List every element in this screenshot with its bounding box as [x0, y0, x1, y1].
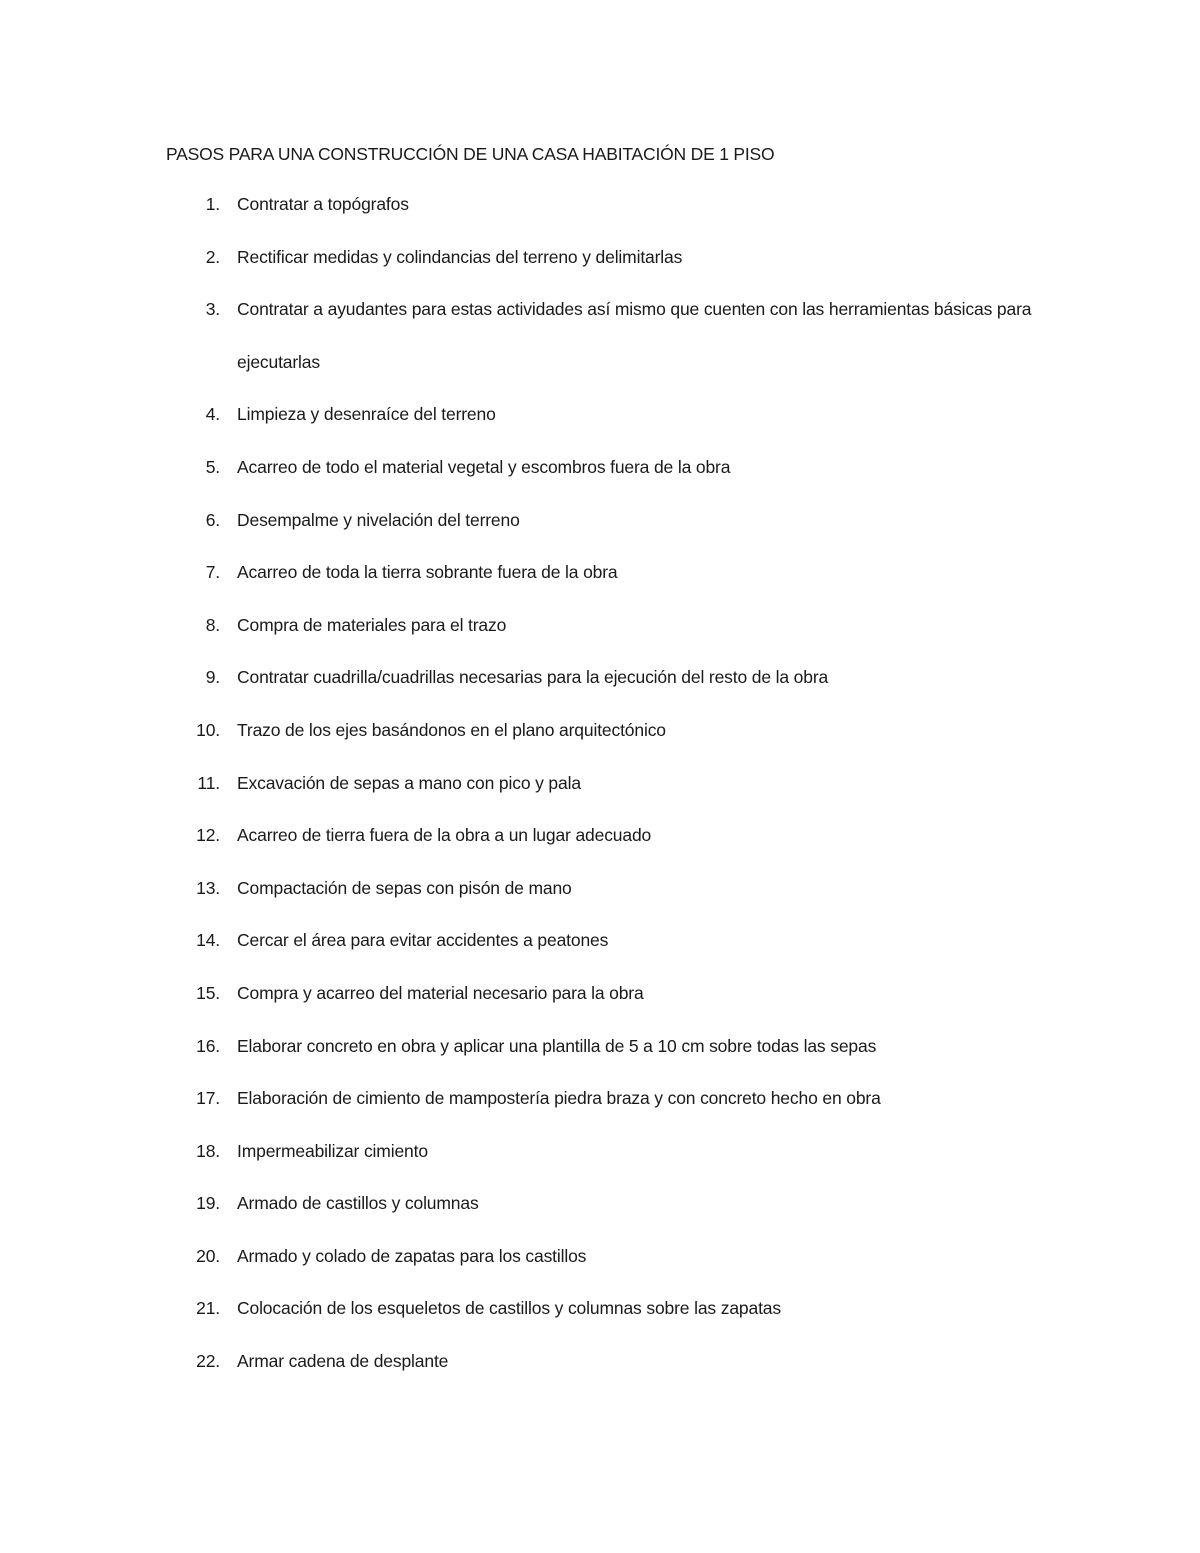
step-text: Armado y colado de zapatas para los castillos [237, 1245, 587, 1266]
step-text: Limpieza y desenraíce del terreno [237, 404, 496, 425]
step-text: Contratar a ayudantes para estas actividades así mismo que cuenten con las herramientas básicas para ejecutarlas [237, 299, 1032, 372]
step-text: Compra de materiales para el trazo [237, 614, 507, 635]
step-number: 3. [205, 299, 220, 320]
step-number: 1. [205, 194, 220, 214]
document-title: PASOS PARA UNA CONSTRUCCIÓN DE UNA CASA HABITACIÓN DE 1 PISO [166, 144, 775, 164]
step-number: 17. [196, 1088, 220, 1109]
step-number: 16. [196, 1035, 220, 1056]
step-number: 19. [196, 1193, 220, 1214]
step-number: 8. [205, 614, 220, 635]
step-text: Compactación de sepas con pisón de mano [237, 877, 572, 898]
step-text: Acarreo de tierra fuera de la obra a un lugar adecuado [237, 825, 652, 846]
step-number: 21. [196, 1298, 220, 1319]
step-number: 18. [196, 1140, 220, 1161]
step-text: Acarreo de todo el material vegetal y escombros fuera de la obra [237, 456, 731, 477]
step-text: Acarreo de toda la tierra sobrante fuera de la obra [237, 562, 618, 583]
step-text: Armar cadena de desplante [237, 1351, 449, 1372]
step-text: Contratar a topógrafos [237, 194, 409, 214]
step-number: 2. [205, 246, 220, 267]
step-number: 7. [205, 562, 220, 583]
step-number: 5. [205, 456, 220, 477]
step-number: 15. [196, 982, 220, 1003]
step-text: Armado de castillos y columnas [237, 1193, 479, 1214]
step-number: 10. [196, 719, 220, 740]
step-number: 13. [196, 877, 220, 898]
step-number: 9. [205, 667, 220, 688]
step-text: Colocación de los esqueletos de castillos y columnas sobre las zapatas [237, 1298, 781, 1319]
step-text: Compra y acarreo del material necesario para la obra [237, 982, 644, 1003]
step-number: 12. [196, 825, 220, 846]
step-number: 6. [205, 509, 220, 530]
step-text: Elaboración de cimiento de mampostería piedra braza y con concreto hecho en obra [237, 1088, 881, 1109]
step-text: Trazo de los ejes basándonos en el plano arquitectónico [237, 719, 666, 740]
step-number: 14. [196, 930, 220, 951]
step-number: 20. [196, 1245, 220, 1266]
step-text: Cercar el área para evitar accidentes a peatones [237, 930, 609, 951]
step-number: 11. [197, 772, 220, 793]
step-number: 4. [205, 404, 220, 425]
step-number: 22. [196, 1351, 220, 1372]
step-text: Excavación de sepas a mano con pico y pala [237, 772, 581, 793]
step-text: Impermeabilizar cimiento [237, 1140, 428, 1161]
step-text: Elaborar concreto en obra y aplicar una plantilla de 5 a 10 cm sobre todas las sepas [237, 1035, 877, 1056]
step-text: Contratar cuadrilla/cuadrillas necesarias para la ejecución del resto de la obra [237, 667, 829, 688]
step-text: Rectificar medidas y colindancias del terreno y delimitarlas [237, 246, 683, 267]
step-text: Desempalme y nivelación del terreno [237, 509, 520, 530]
